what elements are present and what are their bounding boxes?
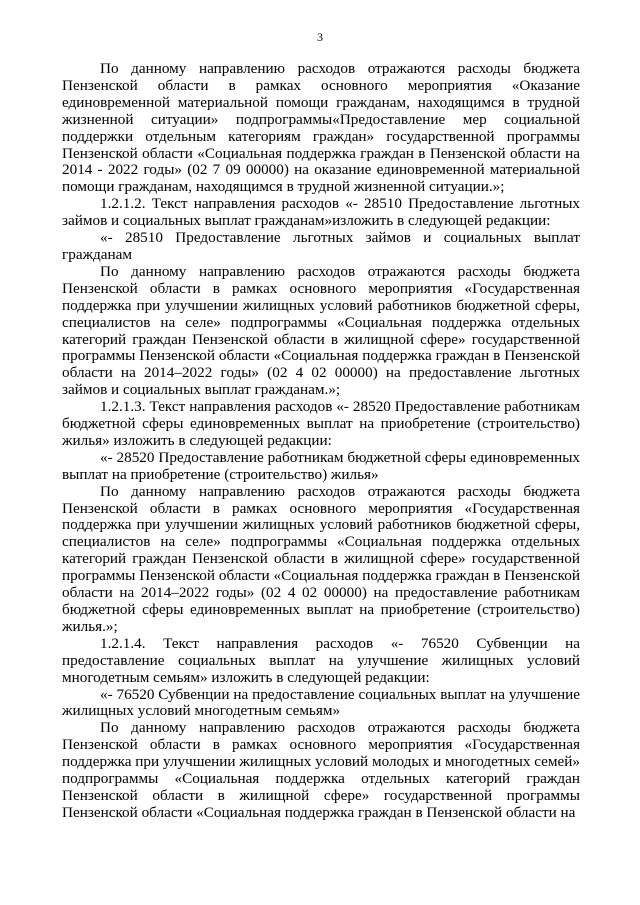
document-body: [62, 61, 580, 822]
paragraph-9: «- 76520 Субвенции на предоставление социальных выплат на улучшение жилищных условий многодетным семьям»: [62, 685, 580, 720]
paragraph-8: 1.2.1.4. Текст направления расходов «- 76520 Субвенции на предоставление социальных выплат на улучшение жилищных условий многодетным семьям» изложить в следующей редакции:: [62, 634, 580, 686]
paragraph-2: 1.2.1.2. Текст направления расходов «- 28510 Предоставление льготных займов и социальных выплат гражданам»изложить в следующей редакции:: [62, 195, 580, 230]
page-number: 3: [317, 30, 323, 44]
paragraph-3: «- 28510 Предоставление льготных займов и социальных выплат гражданам: [62, 229, 580, 263]
paragraph-7: По данному направлению расходов отражаются расходы бюджета Пензенской области в рамках основного мероприятия «Государственная поддержка при улучшении жилищных условий работников бюджетной сферы, специалистов на селе» подпрограммы «Социальная поддержка отдельных категорий граждан Пензенской области в жилищной сфере» государственной программы Пензенской области «Социальная поддержка граждан в Пензенской области на 2014–2022 годы» (02 4 02 00000) на предоставление работникам бюджетной сферы единовременных выплат на приобретение (строительство) жилья.»;: [62, 482, 580, 635]
paragraph-1: По данному направлению расходов отражаются расходы бюджета Пензенской области в рамках основного мероприятия «Оказание единовременной материальной помощи гражданам, находящимся в трудной жизненной ситуации» подпрограммы«Предоставление мер социальной поддержки отдельным категориям граждан» государственной программы Пензенской области «Социальная поддержка граждан в Пензенской области на 2014 - 2022 годы» (02 7 09 00000) на оказание единовременной материальной помощи гражданам, находящимся в трудной жизненной ситуации.»;: [62, 60, 580, 196]
paragraph-10: По данному направлению расходов отражаются расходы бюджета Пензенской области в рамках основного мероприятия «Государственная поддержка при улучшении жилищных условий молодых и многодетных семей» подпрограммы «Социальная поддержка отдельных категорий граждан Пензенской области в жилищной сфере» государственной программы Пензенской области «Социальная поддержка граждан в Пензенской области на: [62, 719, 580, 821]
paragraph-6: «- 28520 Предоставление работникам бюджетной сферы единовременных выплат на приобретение (строительство) жилья»: [62, 448, 580, 483]
paragraph-4: По данному направлению расходов отражаются расходы бюджета Пензенской области в рамках основного мероприятия «Государственная поддержка при улучшении жилищных условий работников бюджетной сферы, специалистов на селе» подпрограммы «Социальная поддержка отдельных категорий граждан Пензенской области в жилищной сфере» государственной программы Пензенской области «Социальная поддержка граждан в Пензенской области на 2014–2022 годы» (02 4 02 00000) на предоставление льготных займов и социальных выплат гражданам.»;: [62, 262, 580, 399]
paragraph-5: 1.2.1.3. Текст направления расходов «- 28520 Предоставление работникам бюджетной сферы единовременных выплат на приобретение (строительство) жилья» изложить в следующей редакции:: [62, 398, 580, 449]
